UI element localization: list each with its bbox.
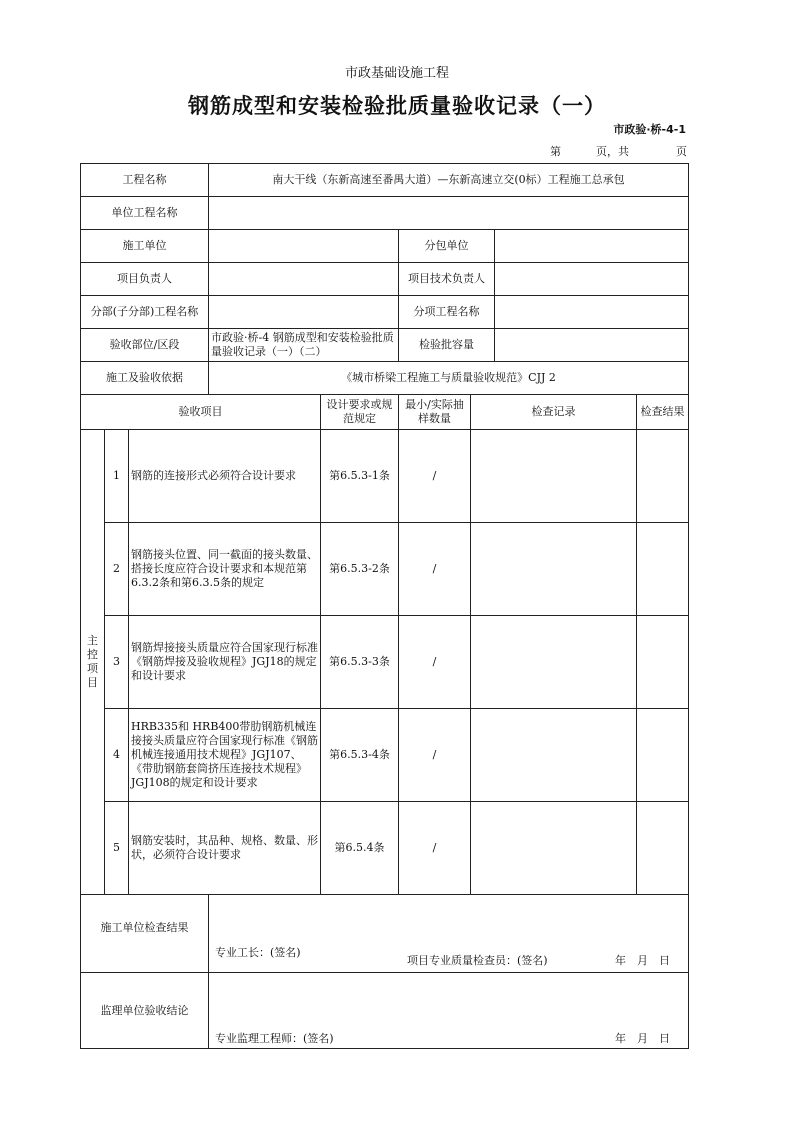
contractor-check-label: 施工单位检查结果 — [81, 895, 209, 973]
supervisor-label: 监理单位验收结论 — [81, 973, 209, 1049]
table-row — [81, 430, 689, 523]
pm-value[interactable] — [209, 263, 399, 296]
pm-label: 项目负责人 — [81, 263, 209, 296]
division-value[interactable] — [209, 296, 399, 329]
item-record[interactable] — [471, 802, 637, 895]
item-no: 2 — [105, 523, 129, 616]
form-code: 市政验·桥-4-1 — [613, 123, 686, 136]
page-ye: 页，共 — [596, 145, 629, 158]
subitem-value[interactable] — [495, 296, 689, 329]
unit-project-label: 单位工程名称 — [81, 197, 209, 230]
contractor-label: 施工单位 — [81, 230, 209, 263]
col-sample-header: 最小/实际抽样数量 — [399, 395, 471, 430]
batch-label: 检验批容量 — [399, 329, 495, 362]
engineer-signature: 专业监理工程师：(签名) — [215, 1031, 334, 1045]
tech-lead-label: 项目技术负责人 — [399, 263, 495, 296]
item-record[interactable] — [471, 523, 637, 616]
page-di: 第 — [550, 145, 561, 158]
item-sample[interactable]: / — [399, 616, 471, 709]
batch-value[interactable] — [495, 329, 689, 362]
main-control-label: 主控项目 — [81, 430, 105, 895]
item-result[interactable] — [637, 802, 689, 895]
project-name-label: 工程名称 — [81, 164, 209, 197]
section-value[interactable]: 市政验·桥-4 钢筋成型和安装检验批质量验收记录（一）（二） — [209, 329, 399, 362]
inspection-form-table — [80, 163, 689, 1049]
table-row — [81, 616, 689, 709]
item-no: 1 — [105, 430, 129, 523]
basis-value[interactable]: 《城市桥梁工程施工与质量验收规范》CJJ 2 — [209, 362, 689, 395]
item-result[interactable] — [637, 430, 689, 523]
item-spec: 第6.5.4条 — [321, 802, 399, 895]
item-sample[interactable]: / — [399, 523, 471, 616]
inspector-signature: 项目专业质量检查员：(签名) — [407, 953, 548, 967]
subcontractor-value[interactable] — [495, 230, 689, 263]
item-spec: 第6.5.3-3条 — [321, 616, 399, 709]
form-title: 钢筋成型和安装检验批质量验收记录（一） — [188, 94, 606, 118]
item-no: 3 — [105, 616, 129, 709]
table-row — [81, 523, 689, 616]
item-desc: 钢筋安装时，其品种、规格、数量、形状，必须符合设计要求 — [129, 802, 321, 895]
item-record[interactable] — [471, 709, 637, 802]
item-spec: 第6.5.3-1条 — [321, 430, 399, 523]
supervisor-area[interactable] — [209, 973, 689, 1049]
item-no: 4 — [105, 709, 129, 802]
table-row — [81, 709, 689, 802]
item-result[interactable] — [637, 709, 689, 802]
item-sample[interactable]: / — [399, 430, 471, 523]
item-sample[interactable]: / — [399, 709, 471, 802]
division-label: 分部(子分部)工程名称 — [81, 296, 209, 329]
item-desc: 钢筋接头位置、同一截面的接头数量、搭接长度应符合设计要求和本规范第6.3.2条和第6.3.5条的规定 — [129, 523, 321, 616]
item-desc: HRB335和 HRB400带肋钢筋机械连接接头质量应符合国家现行标准《钢筋机械连接通用技术规程》JGJ107、《带肋钢筋套筒挤压连接技术规程》JGJ108的规定和设计要求 — [129, 709, 321, 802]
check-date: 年 月 日 — [615, 953, 671, 967]
item-spec: 第6.5.3-2条 — [321, 523, 399, 616]
col-result-header: 检查结果 — [637, 395, 689, 430]
subcontractor-label: 分包单位 — [399, 230, 495, 263]
item-result[interactable] — [637, 523, 689, 616]
form-subtitle: 市政基础设施工程 — [344, 66, 449, 81]
item-sample[interactable]: / — [399, 802, 471, 895]
col-item-header: 验收项目 — [81, 395, 321, 430]
item-result[interactable] — [637, 616, 689, 709]
subitem-label: 分项工程名称 — [399, 296, 495, 329]
contractor-value[interactable] — [209, 230, 399, 263]
table-row — [81, 802, 689, 895]
col-record-header: 检查记录 — [471, 395, 637, 430]
item-record[interactable] — [471, 616, 637, 709]
item-no: 5 — [105, 802, 129, 895]
item-record[interactable] — [471, 430, 637, 523]
item-spec: 第6.5.3-4条 — [321, 709, 399, 802]
tech-lead-value[interactable] — [495, 263, 689, 296]
col-design-header: 设计要求或规范规定 — [321, 395, 399, 430]
supervisor-date: 年 月 日 — [615, 1031, 671, 1045]
basis-label: 施工及验收依据 — [81, 362, 209, 395]
section-label: 验收部位/区段 — [81, 329, 209, 362]
unit-project-value[interactable] — [209, 197, 689, 230]
contractor-check-area[interactable] — [209, 895, 689, 973]
project-name-value[interactable]: 南大干线（东新高速至番禺大道）—东新高速立交(0标）工程施工总承包 — [209, 164, 689, 197]
item-desc: 钢筋的连接形式必须符合设计要求 — [129, 430, 321, 523]
foreman-signature: 专业工长：(签名) — [215, 945, 301, 959]
page-ye2: 页 — [676, 145, 687, 158]
item-desc: 钢筋焊接接头质量应符合国家现行标准《钢筋焊接及验收规程》JGJ18的规定和设计要求 — [129, 616, 321, 709]
